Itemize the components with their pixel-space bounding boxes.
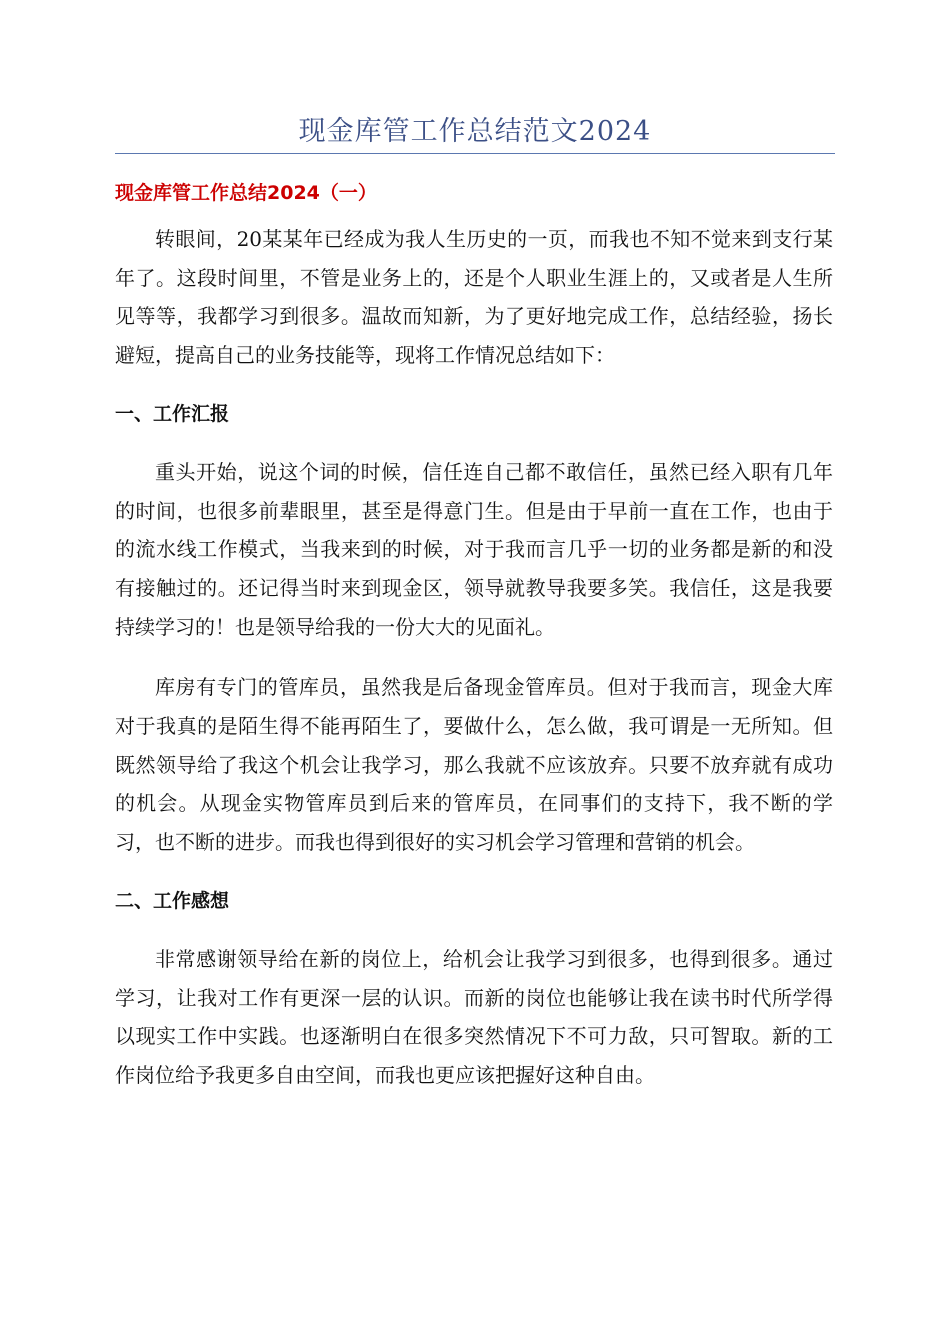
- document-title: 现金库管工作总结范文2024: [298, 116, 652, 147]
- intro-paragraph: 转眼间，20某某年已经成为我人生历史的一页，而我也不知不觉来到支行某年了。这段时间里，不管是业务上的，还是个人职业生涯上的，又或者是人生所见等等，我都学习到很多。温故而知新，为了更好地完成工作，总结经验，扬长避短，提高自己的业务技能等，现将工作情况总结如下：: [115, 227, 833, 368]
- work-report-paragraph-1: 重头开始，说这个词的时候，信任连自己都不敢信任，虽然已经入职有几年的时间，也很多前辈眼里，甚至是得意门生。但是由于早前一直在工作，也由于的流水线工作模式，当我来到的时候，对于我而言几乎一切的业务都是新的和没有接触过的。还记得当时来到现金区，领导就教导我要多笑。我信任，这是我要持续学习的！也是领导给我的一份大大的见面礼。: [115, 459, 833, 639]
- subheading-work-thoughts: 二、工作感想: [115, 889, 230, 912]
- title-underline: [115, 153, 835, 154]
- section-heading: 现金库管工作总结2024（一）: [115, 182, 377, 204]
- work-thoughts-paragraph-1: 非常感谢领导给在新的岗位上，给机会让我学习到很多，也得到很多。通过学习，让我对工作有更深一层的认识。而新的岗位也能够让我在读书时代所学得以现实工作中实践。也逐渐明白在很多突然情况下不可力敌，只可智取。新的工作岗位给予我更多自由空间，而我也更应该把握好这种自由。: [115, 946, 833, 1087]
- document-body: [115, 220, 833, 1117]
- work-report-paragraph-2: 库房有专门的管库员，虽然我是后备现金管库员。但对于我而言，现金大库对于我真的是陌生得不能再陌生了，要做什么，怎么做，我可谓是一无所知。但既然领导给了我这个机会让我学习，那么我就不应该放弃。只要不放弃就有成功的机会。从现金实物管库员到后来的管库员，在同事们的支持下，我不断的学习，也不断的进步。而我也得到很好的实习机会学习管理和营销的机会。: [115, 675, 833, 855]
- subheading-work-report: 一、工作汇报: [115, 402, 230, 425]
